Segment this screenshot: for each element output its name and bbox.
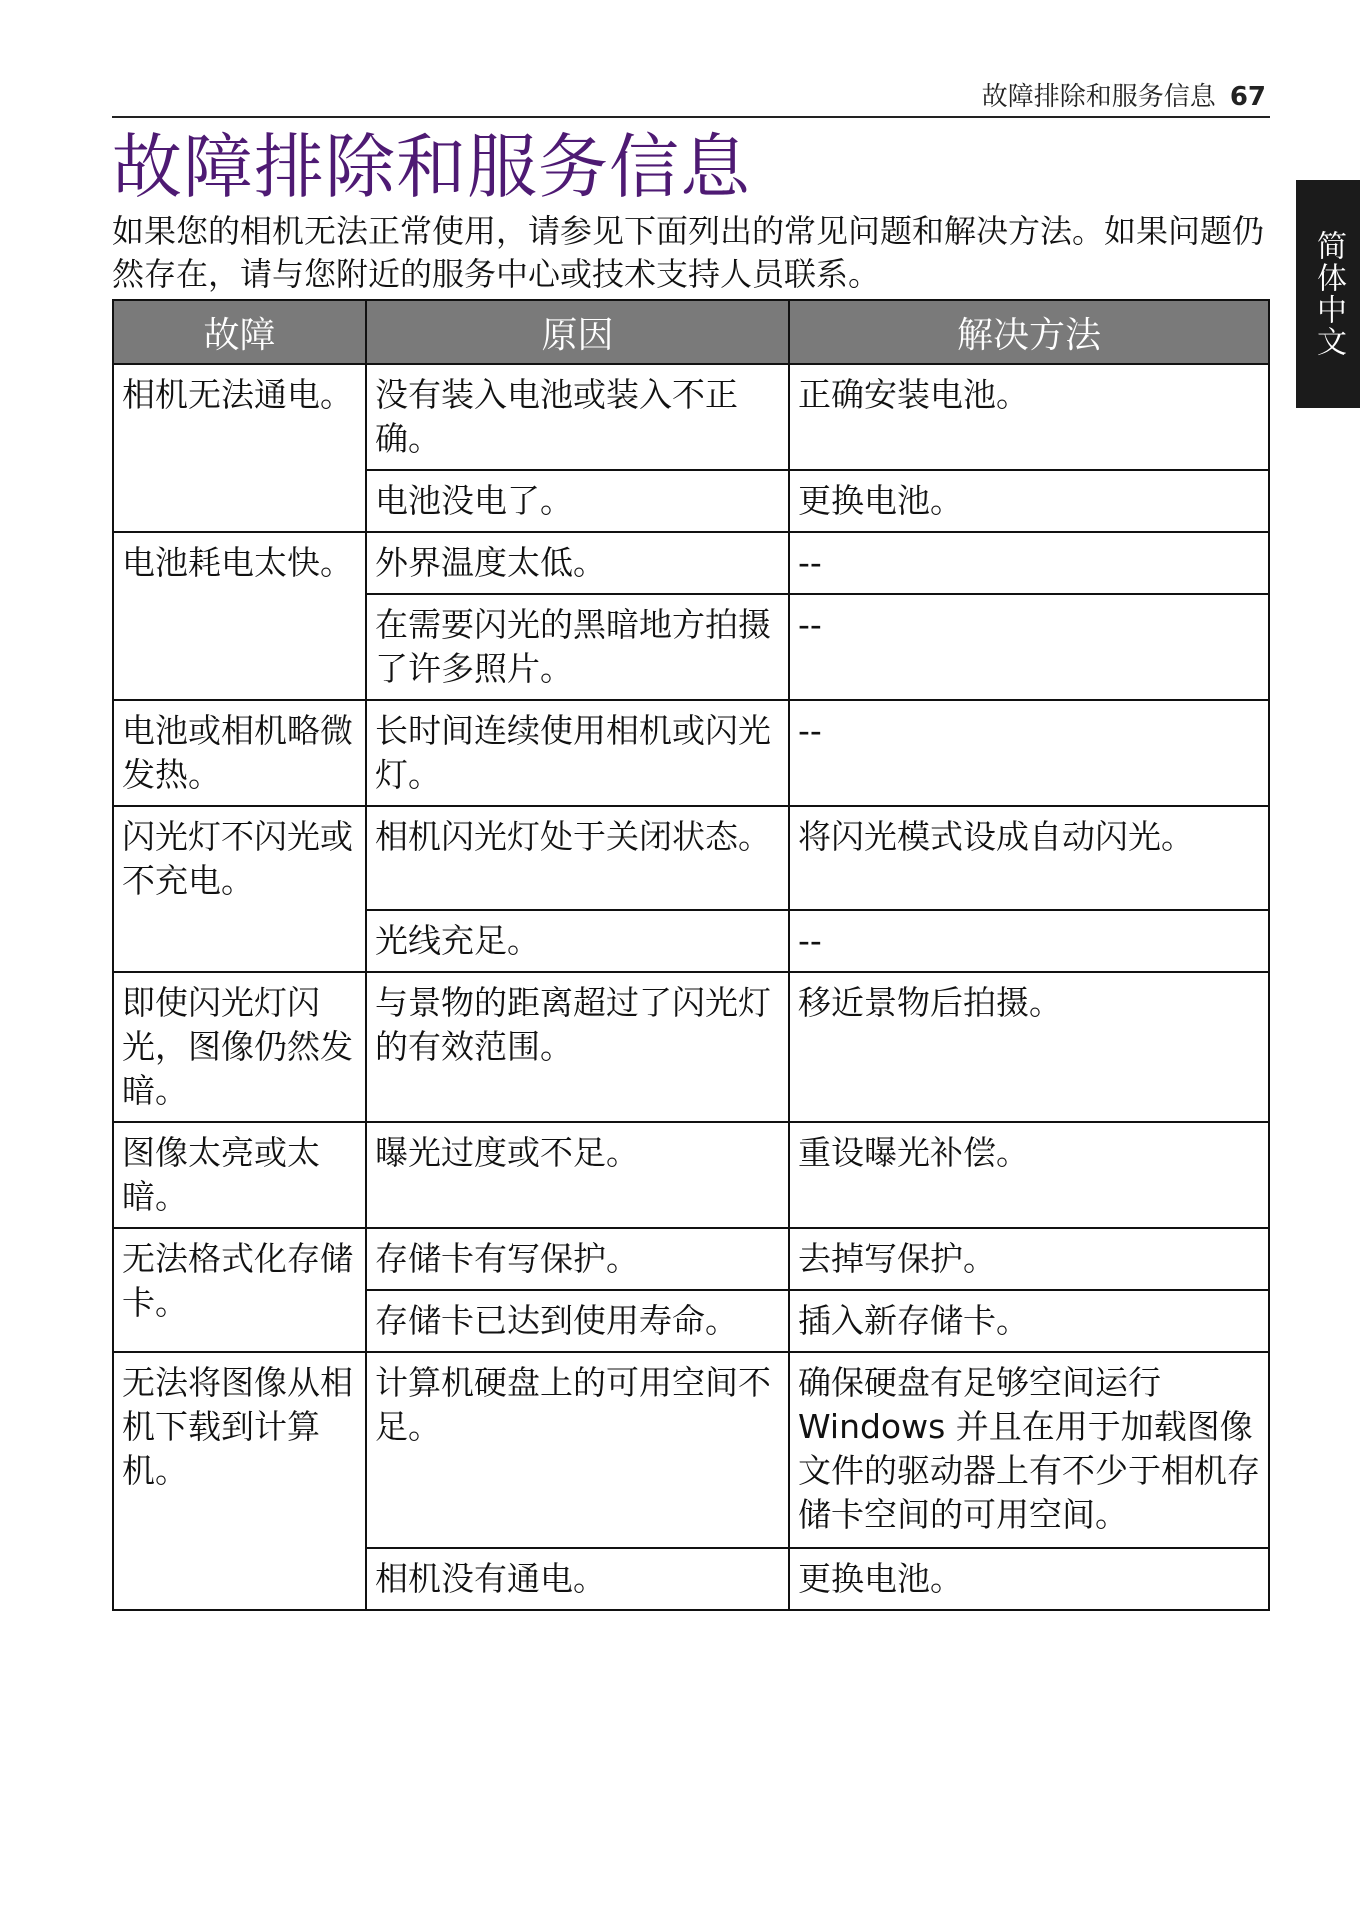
- solution-cell: --: [789, 532, 1269, 594]
- cause-cell: 相机没有通电。: [366, 1548, 789, 1610]
- cause-cell: 电池没电了。: [366, 470, 789, 532]
- cause-cell: 存储卡已达到使用寿命。: [366, 1290, 789, 1352]
- solution-cell: 正确安装电池。: [789, 364, 1269, 470]
- intro-paragraph: 如果您的相机无法正常使用，请参见下面列出的常见问题和解决方法。如果问题仍然存在，请与您附近的服务中心或技术支持人员联系。: [112, 212, 1265, 293]
- problem-cell: 电池耗电太快。: [113, 532, 366, 700]
- table-row: [113, 1228, 1269, 1290]
- table-row: [113, 1122, 1269, 1228]
- language-tab-label: 简体中文: [1311, 230, 1346, 358]
- cause-cell: 与景物的距离超过了闪光灯的有效范围。: [366, 972, 789, 1122]
- cause-cell: 存储卡有写保护。: [366, 1228, 789, 1290]
- cause-cell: 曝光过度或不足。: [366, 1122, 789, 1228]
- solution-cell: --: [789, 594, 1269, 700]
- cause-cell: 光线充足。: [366, 910, 789, 972]
- cause-cell: 没有装入电池或装入不正确。: [366, 364, 789, 470]
- solution-cell: --: [789, 700, 1269, 806]
- page-number: 67: [1229, 82, 1266, 112]
- header-text: [982, 76, 1266, 113]
- problem-cell: 相机无法通电。: [113, 364, 366, 532]
- problem-cell: 闪光灯不闪光或不充电。: [113, 806, 366, 972]
- solution-cell: 确保硬盘有足够空间运行 Windows 并且在用于加载图像文件的驱动器上有不少于相机存储卡空间的可用空间。: [789, 1352, 1269, 1548]
- problem-cell: 图像太亮或太暗。: [113, 1122, 366, 1228]
- page-header: [112, 70, 1270, 118]
- problem-cell: 电池或相机略微发热。: [113, 700, 366, 806]
- cause-cell: 长时间连续使用相机或闪光灯。: [366, 700, 789, 806]
- header-solution: 解决方法: [789, 300, 1269, 364]
- solution-cell: --: [789, 910, 1269, 972]
- table-row: [113, 532, 1269, 594]
- table-header-row: [113, 300, 1269, 364]
- problem-cell: 即使闪光灯闪光，图像仍然发暗。: [113, 972, 366, 1122]
- cause-cell: 相机闪光灯处于关闭状态。: [366, 806, 789, 910]
- header-problem: 故障: [113, 300, 366, 364]
- problem-cell: 无法将图像从相机下载到计算机。: [113, 1352, 366, 1610]
- solution-cell: 更换电池。: [789, 470, 1269, 532]
- solution-cell: 移近景物后拍摄。: [789, 972, 1269, 1122]
- solution-cell: 插入新存储卡。: [789, 1290, 1269, 1352]
- table-row: [113, 806, 1269, 910]
- cause-cell: 外界温度太低。: [366, 532, 789, 594]
- solution-cell: 更换电池。: [789, 1548, 1269, 1610]
- table-row: [113, 700, 1269, 806]
- troubleshooting-table: [112, 299, 1270, 1611]
- cause-cell: 在需要闪光的黑暗地方拍摄了许多照片。: [366, 594, 789, 700]
- solution-cell: 去掉写保护。: [789, 1228, 1269, 1290]
- table-row: [113, 1352, 1269, 1548]
- solution-cell: 重设曝光补偿。: [789, 1122, 1269, 1228]
- page-title: 故障排除和服务信息: [112, 126, 751, 208]
- problem-cell: 无法格式化存储卡。: [113, 1228, 366, 1352]
- language-tab: [1296, 180, 1360, 408]
- solution-cell: 将闪光模式设成自动闪光。: [789, 806, 1269, 910]
- cause-cell: 计算机硬盘上的可用空间不足。: [366, 1352, 789, 1548]
- table-row: [113, 364, 1269, 470]
- header-cause: 原因: [366, 300, 789, 364]
- header-section-title: 故障排除和服务信息: [981, 82, 1216, 112]
- table-row: [113, 972, 1269, 1122]
